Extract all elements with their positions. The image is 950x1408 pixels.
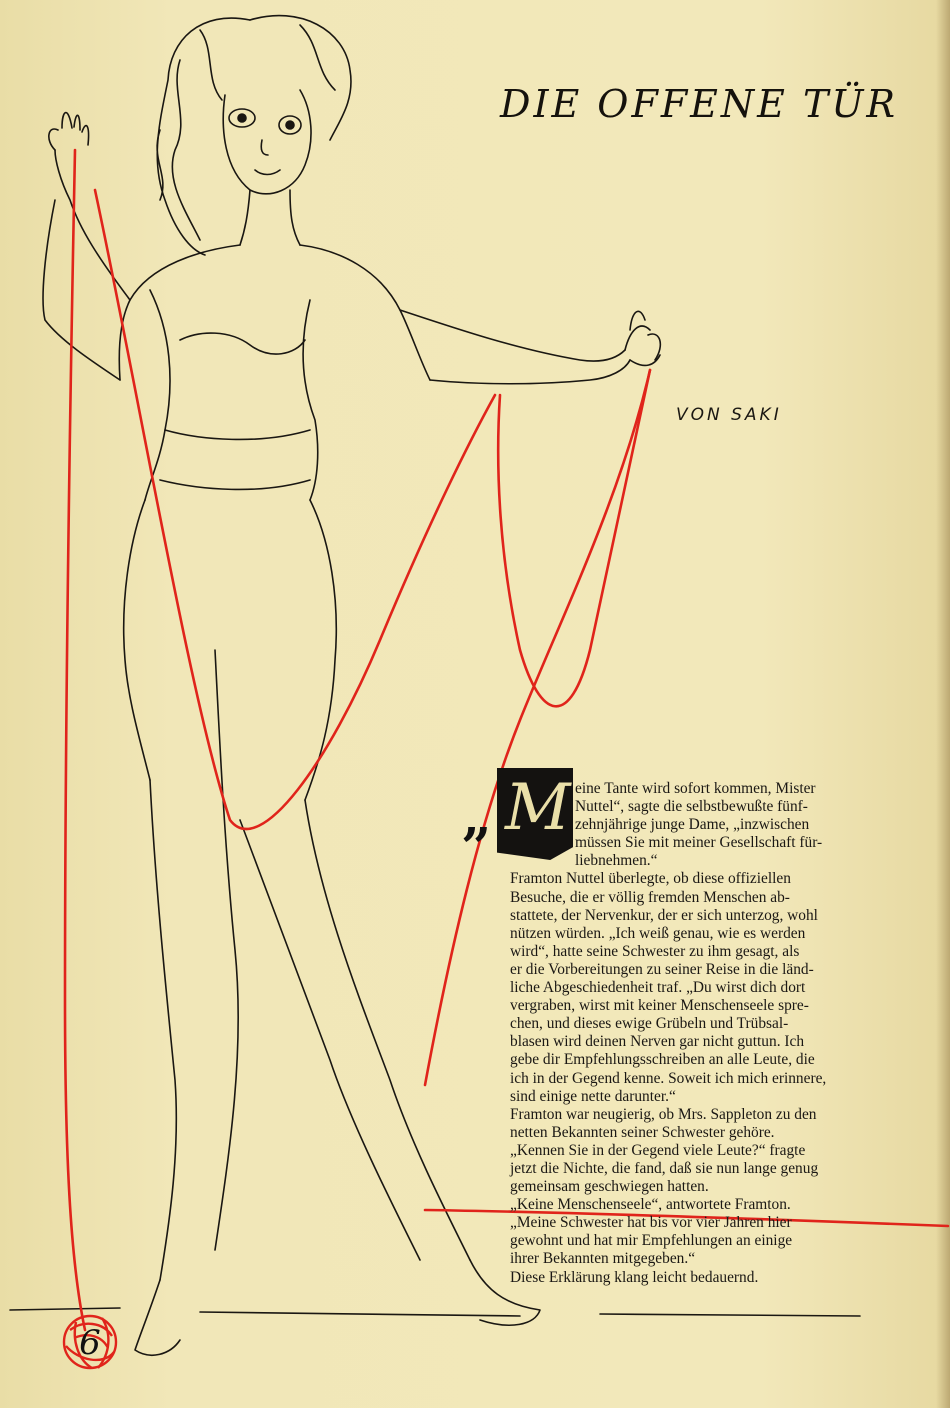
text-line: „Kennen Sie in der Gegend viele Leute?“ fragte: [510, 1141, 806, 1159]
text-line: wird“, hatte seine Schwester zu ihm gesagt, als: [510, 942, 800, 960]
text-line: ich in der Gegend kenne. Soweit ich mich erinnere,: [510, 1069, 827, 1087]
story-title: DIE OFFENE TÜR: [500, 82, 898, 126]
page-number: 6: [79, 1323, 101, 1363]
story-author: VON SAKI: [676, 405, 782, 425]
text-line: gewohnt und hat mir Empfehlungen an einige: [510, 1232, 793, 1250]
text-line: Framton war neugierig, ob Mrs. Sappleton zu den: [510, 1105, 817, 1123]
text-line: Framton Nuttel überlegte, ob diese offiziellen: [510, 870, 791, 888]
text-line: sind einige nette darunter.“: [510, 1087, 676, 1105]
text-line: er die Vorbereitungen zu seiner Reise in die länd-: [510, 960, 814, 978]
story-body-text: [510, 780, 870, 1287]
text-line: Nuttel“, sagte die selbstbewußte fünf-: [575, 798, 808, 816]
text-line: gemeinsam geschwiegen hatten.: [510, 1178, 709, 1196]
text-line: Diese Erklärung klang leicht bedauernd.: [510, 1268, 759, 1286]
text-line: eine Tante wird sofort kommen, Mister: [575, 780, 816, 797]
text-line: blasen wird deinen Nerven gar nicht guttun. Ich: [510, 1033, 805, 1051]
text-line: Besuche, die er völlig fremden Menschen ab-: [510, 888, 790, 906]
text-line: stattete, der Nervenkur, der er sich unterzog, wohl: [510, 906, 818, 924]
page-number-yarn-ball: [58, 1310, 122, 1374]
text-line: nützen würden. „Ich weiß genau, wie es werden: [510, 924, 806, 942]
drop-cap-letter: M: [505, 771, 571, 845]
text-line: zehnjährige junge Dame, „inzwischen: [575, 816, 810, 834]
opening-quote-mark: „: [462, 787, 492, 848]
text-line: chen, und dieses ewige Grübeln und Trübsal-: [510, 1015, 789, 1033]
text-line: netten Bekannten seiner Schwester gehöre.: [510, 1123, 775, 1141]
text-line: müssen Sie mit meiner Gesellschaft für-: [575, 834, 823, 852]
text-line: liebnehmen.“: [575, 852, 658, 870]
text-line: gebe dir Empfehlungsschreiben an alle Leute, die: [510, 1051, 815, 1069]
text-line: vergraben, wirst mit keiner Menschenseele spre-: [510, 997, 809, 1015]
text-line: jetzt die Nichte, die fand, daß sie nun lange genug: [510, 1159, 819, 1177]
text-line: „Meine Schwester hat bis vor vier Jahren hier: [510, 1214, 792, 1232]
text-line: liche Abgeschiedenheit traf. „Du wirst dich dort: [510, 979, 806, 997]
text-line: ihrer Bekannten mitgegeben.“: [510, 1250, 696, 1268]
text-line: „Keine Menschenseele“, antwortete Framton.: [510, 1196, 791, 1214]
